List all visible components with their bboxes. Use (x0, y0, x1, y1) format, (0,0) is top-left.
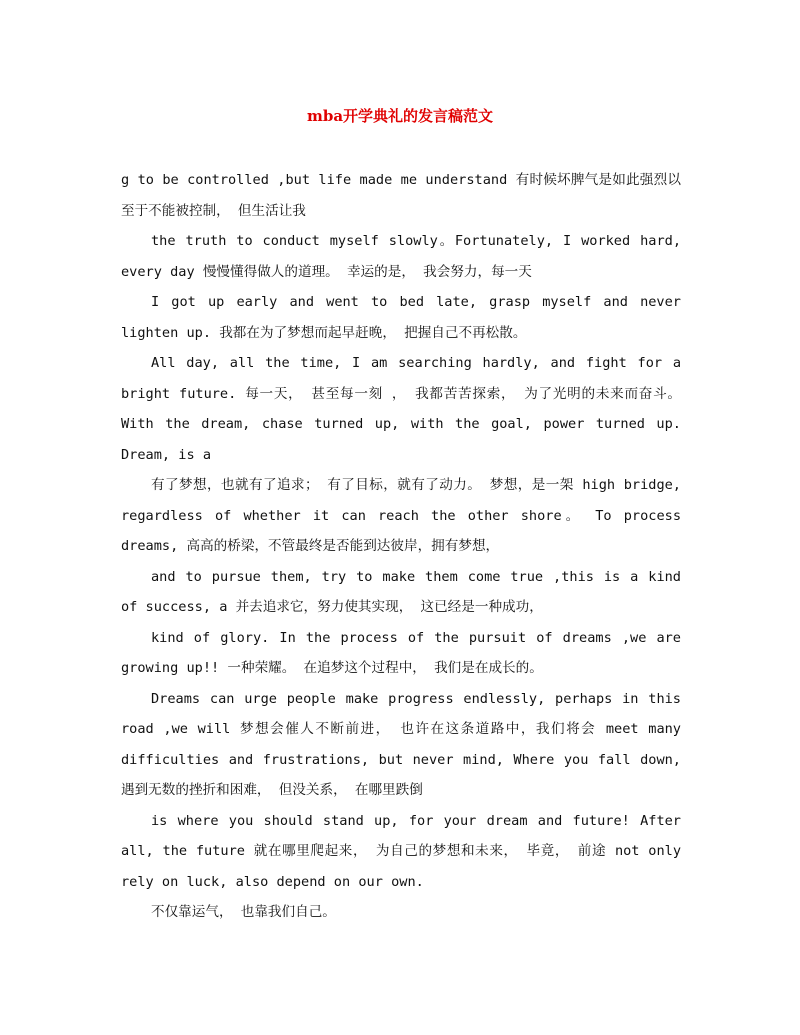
paragraph: 有了梦想，也就有了追求； 有了目标，就有了动力。 梦想，是一架 high bridge, regardless of whether it can reach the other shore。 To process dreams, 高高的桥梁，不管最终是否能到达彼岸，拥有梦想， (121, 477, 681, 554)
document-body (121, 165, 681, 928)
paragraph: the truth to conduct myself slowly。Fortunately, I worked hard, every day 慢慢懂得做人的道理。 幸运的是， 我会努力，每一天 (121, 233, 681, 280)
paragraph: kind of glory. In the process of the pursuit of dreams ,we are growing up!! 一种荣耀。 在追梦这个过程中， 我们是在成长的。 (121, 629, 681, 676)
paragraph: and to pursue them, try to make them come true ,this is a kind of success, a 并去追求它，努力使其实现， 这已经是一种成功， (121, 568, 681, 615)
paragraph: I got up early and went to bed late, grasp myself and never lighten up. 我都在为了梦想而起早赶晚， 把握自己不再松散。 (121, 294, 681, 341)
paragraph: g to be controlled ,but life made me understand 有时候坏脾气是如此强烈以至于不能被控制， 但生活让我 (121, 172, 681, 219)
document-title: mba开学典礼的发言稿范文 (306, 107, 494, 125)
paragraph: is where you should stand up, for your dream and future! After all, the future 就在哪里爬起来， 为自己的梦想和未来， 毕竟， 前途 not only rely on luck, also depend on our own. (121, 812, 681, 890)
paragraph: Dreams can urge people make progress endlessly, perhaps in this road ,we will 梦想会催人不断前进， 也许在这条道路中，我们将会 meet many difficulties and frustrations, but never mind, Where you fall down, 遇到无数的挫折和困难， 但没关系， 在哪里跌倒 (121, 690, 681, 798)
paragraph: 不仅靠运气， 也靠我们自己。 (151, 904, 336, 920)
paragraph: All day, all the time, I am searching hardly, and fight for a bright future. 每一天， 甚至每一刻 ， 我都苦苦探索， 为了光明的未来而奋斗。 With the dream, chase turned up, with the goal, power turned up. Dream, is a (121, 355, 681, 463)
